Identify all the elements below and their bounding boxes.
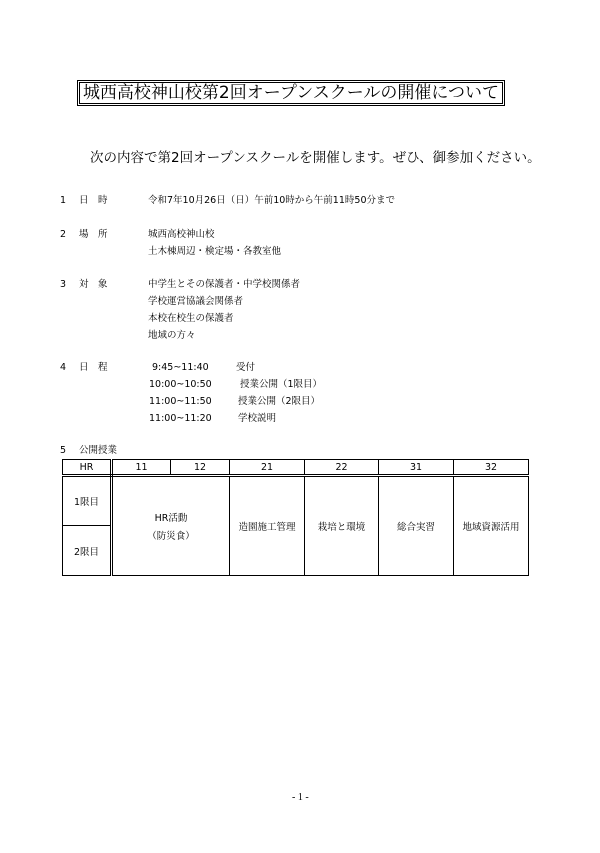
intro-text: 次の内容で第2回オープンスクールを開催します。ぜひ、御参加ください。 (90, 150, 541, 166)
table-header-row (63, 460, 529, 476)
header-hr: HR (63, 460, 112, 476)
section-3-line-4: 地域の方々 (148, 330, 196, 341)
header-11: 11 (112, 460, 171, 476)
section-4-label-a: 日 (79, 362, 89, 373)
schedule-item-3: 授業公開（2限目） (238, 396, 321, 407)
header-22: 22 (305, 460, 379, 476)
header-31: 31 (379, 460, 454, 476)
section-2-line-2: 土木棟周辺・検定場・各教室他 (148, 246, 282, 257)
period-2-label: 2限目 (63, 526, 112, 576)
header-21: 21 (230, 460, 305, 476)
section-3-line-3: 本校在校生の保護者 (148, 313, 234, 324)
section-2-label-a: 場 (79, 229, 89, 240)
section-4-label-b: 程 (98, 362, 108, 373)
cell-32: 地域資源活用 (454, 476, 529, 576)
open-class-table (62, 459, 529, 576)
section-3-label-b: 象 (98, 279, 108, 290)
hr-activity-line-2: （防災食） (147, 531, 195, 542)
section-3-label-a: 対 (79, 279, 89, 290)
cell-hr-activity (112, 476, 230, 576)
section-5-number: 5 (60, 445, 67, 456)
schedule-time-4: 11:00~11:20 (149, 413, 212, 424)
cell-21: 造園施工管理 (230, 476, 305, 576)
schedule-item-4: 学校説明 (238, 413, 277, 424)
section-3-line-1: 中学生とその保護者・中学校関係者 (148, 279, 301, 290)
header-32: 32 (454, 460, 529, 476)
section-3-line-2: 学校運営協議会関係者 (148, 296, 244, 307)
header-12: 12 (171, 460, 230, 476)
section-2-number: 2 (60, 229, 67, 240)
section-1-label-b: 時 (98, 195, 108, 206)
schedule-time-2: 10:00~10:50 (149, 379, 212, 390)
section-2-label-b: 所 (98, 229, 108, 240)
section-3-number: 3 (60, 279, 67, 290)
section-1-label-a: 日 (79, 195, 89, 206)
schedule-item-1: 受付 (236, 362, 256, 373)
cell-31: 総合実習 (379, 476, 454, 576)
schedule-time-1: 9:45~11:40 (152, 362, 209, 373)
section-2-line-1: 城西高校神山校 (148, 229, 215, 240)
section-1-datetime: 令和7年10月26日（日）午前10時から午前11時50分まで (148, 195, 395, 206)
cell-22: 栽培と環境 (305, 476, 379, 576)
period-1-label: 1限目 (63, 476, 112, 526)
schedule-item-2: 授業公開（1限目） (240, 379, 323, 390)
table-row (63, 476, 529, 526)
schedule-time-3: 11:00~11:50 (149, 396, 212, 407)
document-title: 城西高校神山校第2回オープンスクールの開催について (77, 80, 505, 106)
page-number: - 1 - (292, 792, 309, 803)
section-1-number: 1 (60, 195, 67, 206)
hr-activity-line-1: HR活動 (154, 513, 188, 524)
section-4-number: 4 (60, 362, 67, 373)
section-5-label: 公開授業 (79, 445, 118, 456)
